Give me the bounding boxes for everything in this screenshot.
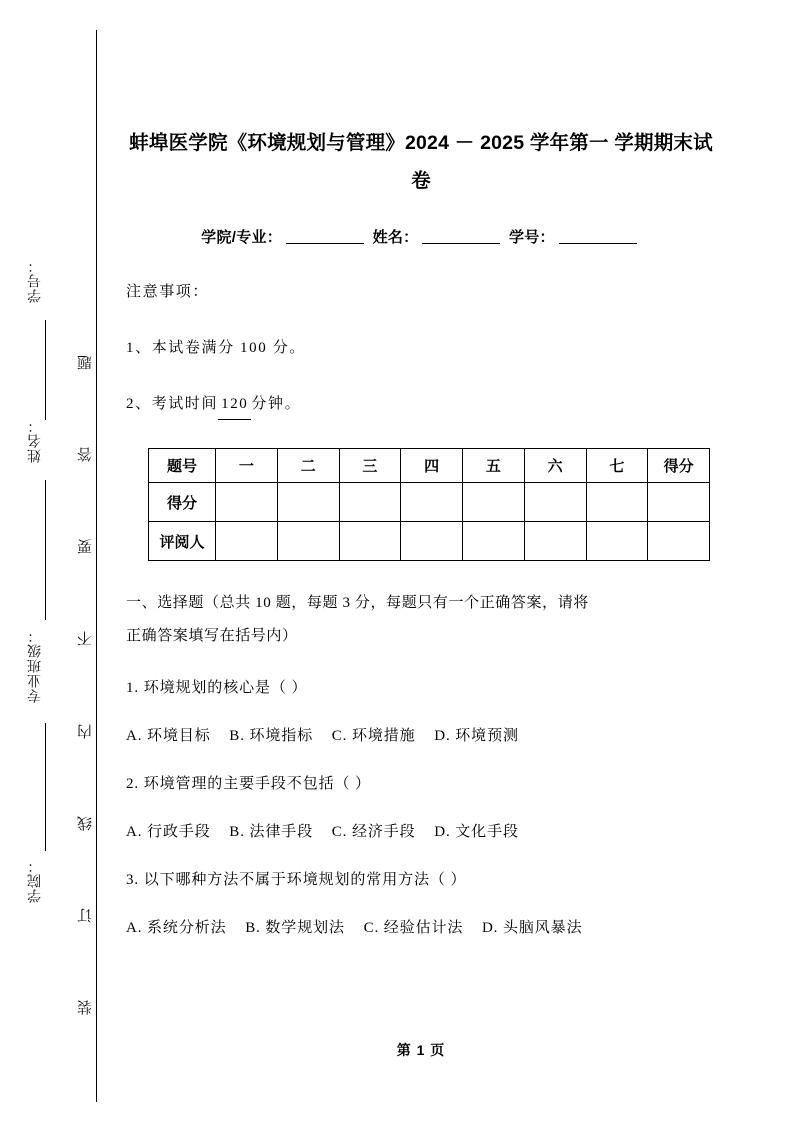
- score-table: [148, 448, 710, 561]
- table-cell: 四: [401, 449, 463, 483]
- table-cell[interactable]: [586, 522, 648, 561]
- table-cell: 一: [216, 449, 278, 483]
- document-body: [126, 0, 716, 1122]
- college-major-label: 学院/专业：: [201, 229, 283, 246]
- binding-char: 线: [77, 815, 94, 831]
- table-cell[interactable]: [216, 522, 278, 561]
- notice-item-2: [126, 363, 716, 420]
- table-cell[interactable]: [524, 522, 586, 561]
- binding-char: 题: [77, 355, 94, 370]
- binding-label-class: 专业班级：: [28, 628, 43, 703]
- binding-label-rule: [45, 723, 46, 851]
- option-a[interactable]: A. 行政手段: [126, 824, 211, 840]
- student-no-label: 学号：: [508, 229, 555, 246]
- table-cell: 七: [586, 449, 648, 483]
- binding-char: 装: [77, 999, 94, 1015]
- notice-2-before: 2、考试时间: [126, 396, 219, 412]
- table-cell[interactable]: [463, 483, 525, 522]
- binding-label-rule: [45, 320, 46, 420]
- binding-label-student-no: 学号：: [28, 258, 43, 303]
- binding-vertical-text: [74, 355, 98, 1015]
- student-identification-line: [126, 200, 716, 247]
- table-row: [149, 483, 710, 522]
- binding-char: 答: [77, 447, 94, 463]
- binding-char: 订: [77, 907, 94, 923]
- notice-2-after: 分钟。: [251, 396, 302, 412]
- table-cell[interactable]: [216, 483, 278, 522]
- option-a[interactable]: A. 环境目标: [126, 728, 211, 744]
- table-cell: 五: [463, 449, 525, 483]
- notice-item-1: 1、本试卷满分 100 分。: [126, 340, 306, 356]
- option-d[interactable]: D. 头脑风暴法: [481, 920, 583, 936]
- table-cell: 题号: [149, 449, 216, 483]
- binding-label-name: 姓名：: [28, 418, 43, 463]
- option-b[interactable]: B. 环境指标: [229, 728, 314, 744]
- binding-char: 内: [77, 723, 94, 739]
- section-one-heading-line2: 正确答案填写在括号内）: [126, 628, 298, 644]
- table-cell[interactable]: [401, 483, 463, 522]
- question-2-stem: 2. 环境管理的主要手段不包括（ ）: [126, 776, 371, 792]
- question-2-options: [126, 797, 716, 845]
- table-cell: 二: [277, 449, 339, 483]
- table-cell[interactable]: [524, 483, 586, 522]
- option-c[interactable]: C. 经验估计法: [363, 920, 464, 936]
- binding-char: 要: [77, 539, 94, 555]
- table-cell[interactable]: [277, 483, 339, 522]
- table-cell: 得分: [648, 449, 710, 483]
- binding-label-rule: [45, 480, 46, 620]
- name-blank[interactable]: [422, 243, 500, 244]
- page-footer: [126, 1040, 716, 1060]
- option-c[interactable]: C. 经济手段: [331, 824, 416, 840]
- table-row: [149, 522, 710, 561]
- table-cell[interactable]: [339, 483, 401, 522]
- table-cell: 得分: [149, 483, 216, 522]
- table-cell: 六: [524, 449, 586, 483]
- table-row-header: [149, 449, 710, 483]
- option-b[interactable]: B. 法律手段: [229, 824, 314, 840]
- section-one-heading: [126, 561, 716, 653]
- table-cell[interactable]: [277, 522, 339, 561]
- binding-field-labels: [26, 258, 66, 958]
- notice-heading: 注意事项：: [126, 284, 210, 300]
- table-cell[interactable]: [648, 522, 710, 561]
- page-number: 第 1 页: [396, 1042, 446, 1058]
- table-cell: 三: [339, 449, 401, 483]
- binding-char: 不: [77, 631, 94, 647]
- section-one-heading-line1: 一、选择题（总共 10 题，每题 3 分，每题只有一个正确答案，请将: [126, 595, 589, 611]
- option-b[interactable]: B. 数学规划法: [245, 920, 345, 936]
- table-cell[interactable]: [339, 522, 401, 561]
- option-d[interactable]: D. 文化手段: [434, 824, 519, 840]
- binding-label-college: 学院：: [28, 858, 43, 903]
- question-1-options: [126, 701, 716, 749]
- table-cell[interactable]: [648, 483, 710, 522]
- table-cell: 评阅人: [149, 522, 216, 561]
- option-c[interactable]: C. 环境措施: [331, 728, 416, 744]
- exam-duration-value: 120: [218, 389, 251, 420]
- question-1-stem: 1. 环境规划的核心是（ ）: [126, 680, 308, 696]
- page-title: [126, 0, 716, 200]
- table-cell[interactable]: [586, 483, 648, 522]
- option-a[interactable]: A. 系统分析法: [126, 920, 227, 936]
- question-3-options: [126, 893, 716, 941]
- option-d[interactable]: D. 环境预测: [434, 728, 519, 744]
- table-cell[interactable]: [463, 522, 525, 561]
- college-major-blank[interactable]: [286, 243, 364, 244]
- table-cell[interactable]: [401, 522, 463, 561]
- page-title-line1: 蚌埠医学院《环境规划与管理》2024 － 2025 学年第一: [129, 132, 609, 154]
- question-3-stem: 3. 以下哪种方法不属于环境规划的常用方法（ ）: [126, 872, 467, 888]
- name-label: 姓名：: [372, 229, 419, 246]
- student-no-blank[interactable]: [559, 243, 637, 244]
- page-title-line2: 学期期末试卷: [411, 132, 713, 192]
